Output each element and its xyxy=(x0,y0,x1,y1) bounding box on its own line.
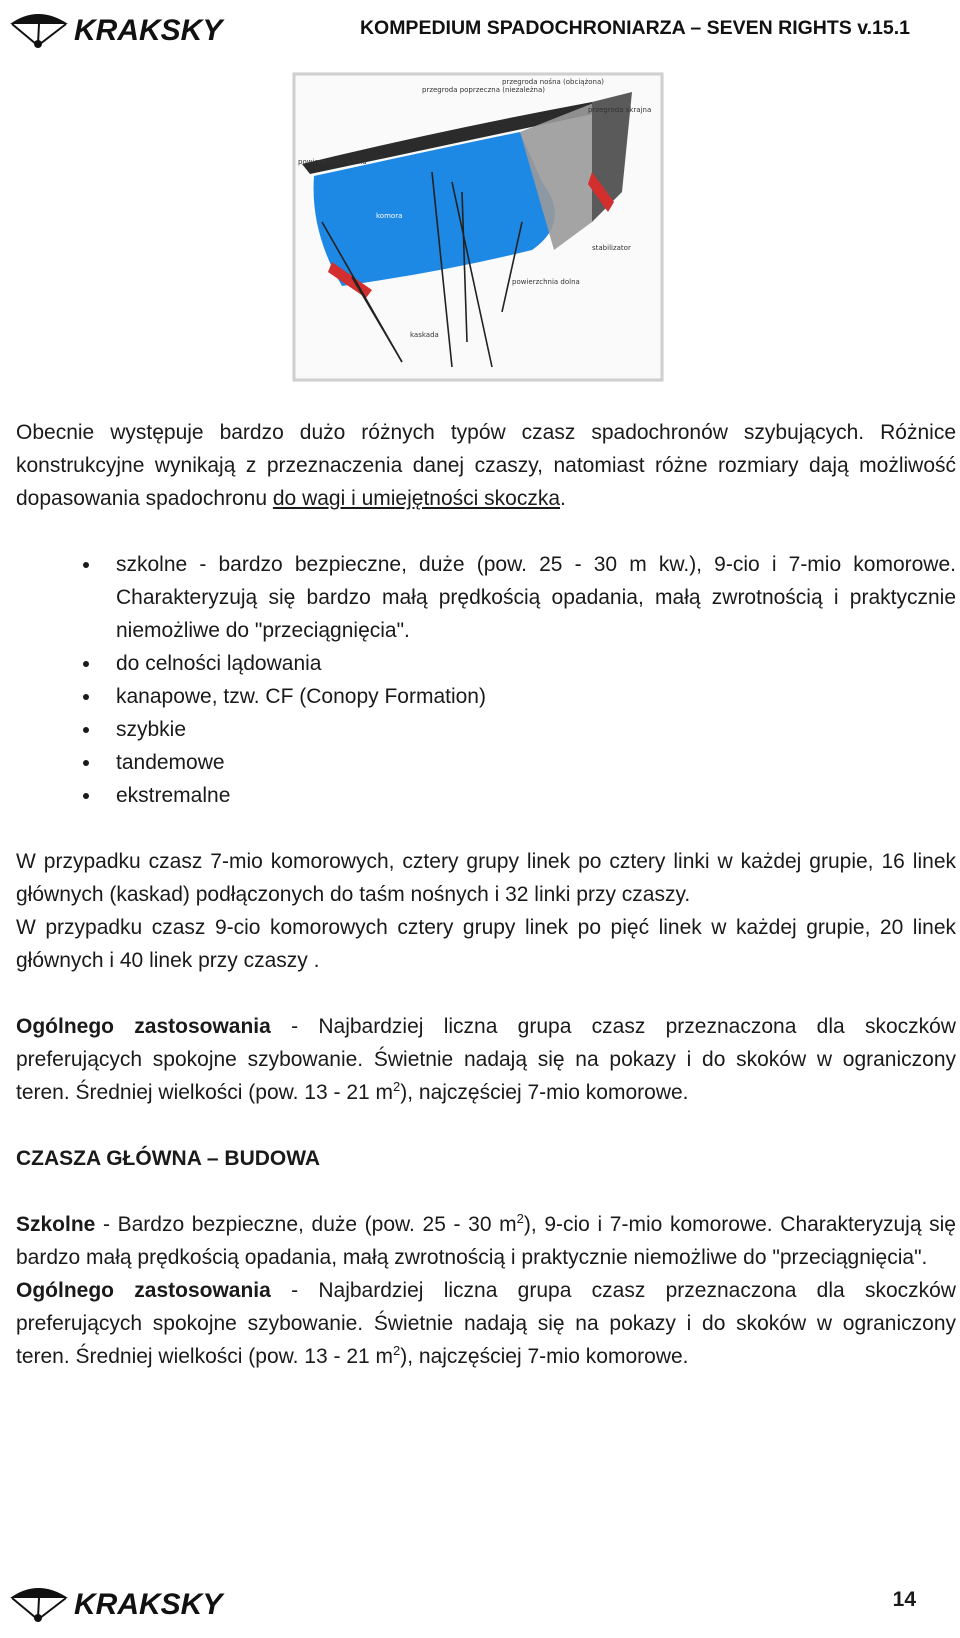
list-item-text: szkolne - bardzo bezpieczne, duże (pow. 25 - 30 m kw.), 9-cio i 7-mio komorowe. Charakteryzują się bardzo małą prędkością opadania, małą zwrotnością i praktycznie niemożliwe do "przeciągnięcia". xyxy=(116,553,956,642)
list-item-text: tandemowe xyxy=(116,751,225,774)
footer-logo-text: KRAKSKY xyxy=(74,1588,223,1621)
kraksky-logo xyxy=(6,6,306,50)
label-bottom-surface: powierzchnia dolna xyxy=(512,278,580,286)
general-use-end: ), najczęściej 7-mio komorowe. xyxy=(400,1345,689,1368)
list-item-text: kanapowe, tzw. CF (Conopy Formation) xyxy=(116,685,486,708)
parachute-icon xyxy=(10,14,68,48)
general-use-paragraph-2 xyxy=(16,1274,956,1373)
school-end: ), 9-cio i 7-mio komorowe. Charakteryzują się bardzo małą prędkością opadania, małą zwrotnością i praktycznie niemożliwe do "przeciągnięcia". xyxy=(16,1213,956,1269)
lines-7-cell-paragraph: W przypadku czasz 7-mio komorowych, cztery grupy linek po cztery linki w każdej grupie, 16 linek głównych (kaskad) podłączonych do taśm nośnych i 32 linki przy czaszy. xyxy=(16,850,956,906)
section-heading: CZASZA GŁÓWNA – BUDOWA xyxy=(16,1147,321,1170)
canopy-structure-diagram xyxy=(292,72,664,382)
school-text: - Bardzo bezpieczne, duże (pow. 25 - 30 m xyxy=(95,1213,517,1236)
document-title: KOMPEDIUM SPADOCHRONIARZA – SEVEN RIGHTS v.15.1 xyxy=(359,17,910,39)
school-paragraph xyxy=(16,1208,956,1274)
intro-paragraph xyxy=(16,416,956,515)
list-item xyxy=(16,647,956,680)
bullet-icon xyxy=(83,793,89,799)
label-cell: komora xyxy=(376,212,403,220)
general-use-text: - Najbardziej liczna grupa czasz przeznaczona dla skoczków preferujących spokojne szybowanie. Świetnie nadają się na pokazy i do skoków w ograniczony teren. Średniej wielkości (pow. 13 - 21 m xyxy=(16,1015,956,1104)
superscript: 2 xyxy=(393,1343,401,1358)
label-cross-rib: przegroda poprzeczna (niezależna) xyxy=(422,86,545,94)
list-item-text: szybkie xyxy=(116,718,187,741)
superscript: 2 xyxy=(393,1079,401,1094)
label-top-surface: powierzchnia górna xyxy=(298,158,367,166)
bullet-icon xyxy=(83,694,89,700)
general-use-paragraph xyxy=(16,1010,956,1109)
list-item-text: ekstremalne xyxy=(116,784,231,807)
bullet-icon xyxy=(83,727,89,733)
list-item xyxy=(16,713,956,746)
canopy-types-list xyxy=(16,548,956,812)
bullet-icon xyxy=(83,661,89,667)
logo-text: KRAKSKY xyxy=(74,14,223,47)
lines-9-cell-paragraph: W przypadku czasz 9-cio komorowych cztery grupy linek po pięć linek w każdej grupie, 20 linek głównych i 40 linek przy czaszy . xyxy=(16,916,956,972)
list-item xyxy=(16,746,956,779)
general-use-end: ), najczęściej 7-mio komorowe. xyxy=(400,1081,689,1104)
parachute-icon xyxy=(10,1588,68,1622)
bullet-icon xyxy=(83,562,89,568)
page-header xyxy=(0,0,960,56)
page-number: 14 xyxy=(892,1588,916,1611)
intro-underlined-text: do wagi i umiejętności skoczka xyxy=(272,487,561,510)
list-item xyxy=(16,548,956,647)
label-load-rib: przegroda nośna (obciążona) xyxy=(502,78,604,86)
list-item xyxy=(16,680,956,713)
list-item xyxy=(16,779,956,812)
intro-text: Obecnie występuje bardzo dużo różnych typów czasz spadochronów szybujących. Różnice konstrukcyjne wynikają z przeznaczenia danej czaszy, natomiast różne rozmiary dają możliwość dopasowania spadochronu xyxy=(16,421,956,510)
document-body xyxy=(16,416,956,1373)
general-use-text: - Najbardziej liczna grupa czasz przeznaczona dla skoczków preferujących spokojne szybowanie. Świetnie nadają się na pokazy i do skoków w ograniczony teren. Średniej wielkości (pow. 13 - 21 m xyxy=(16,1279,956,1368)
list-item-text: do celności lądowania xyxy=(116,652,322,675)
school-label: Szkolne xyxy=(16,1213,96,1236)
general-use-label: Ogólnego zastosowania xyxy=(16,1015,271,1038)
general-use-label: Ogólnego zastosowania xyxy=(16,1279,271,1302)
label-cascade: kaskada xyxy=(410,331,439,339)
label-stabilizer: stabilizator xyxy=(592,244,631,252)
bullet-icon xyxy=(83,760,89,766)
intro-end: . xyxy=(560,487,566,510)
superscript: 2 xyxy=(516,1211,524,1226)
label-end-rib: przegroda skrajna xyxy=(588,106,652,114)
footer-logo xyxy=(6,1580,306,1624)
